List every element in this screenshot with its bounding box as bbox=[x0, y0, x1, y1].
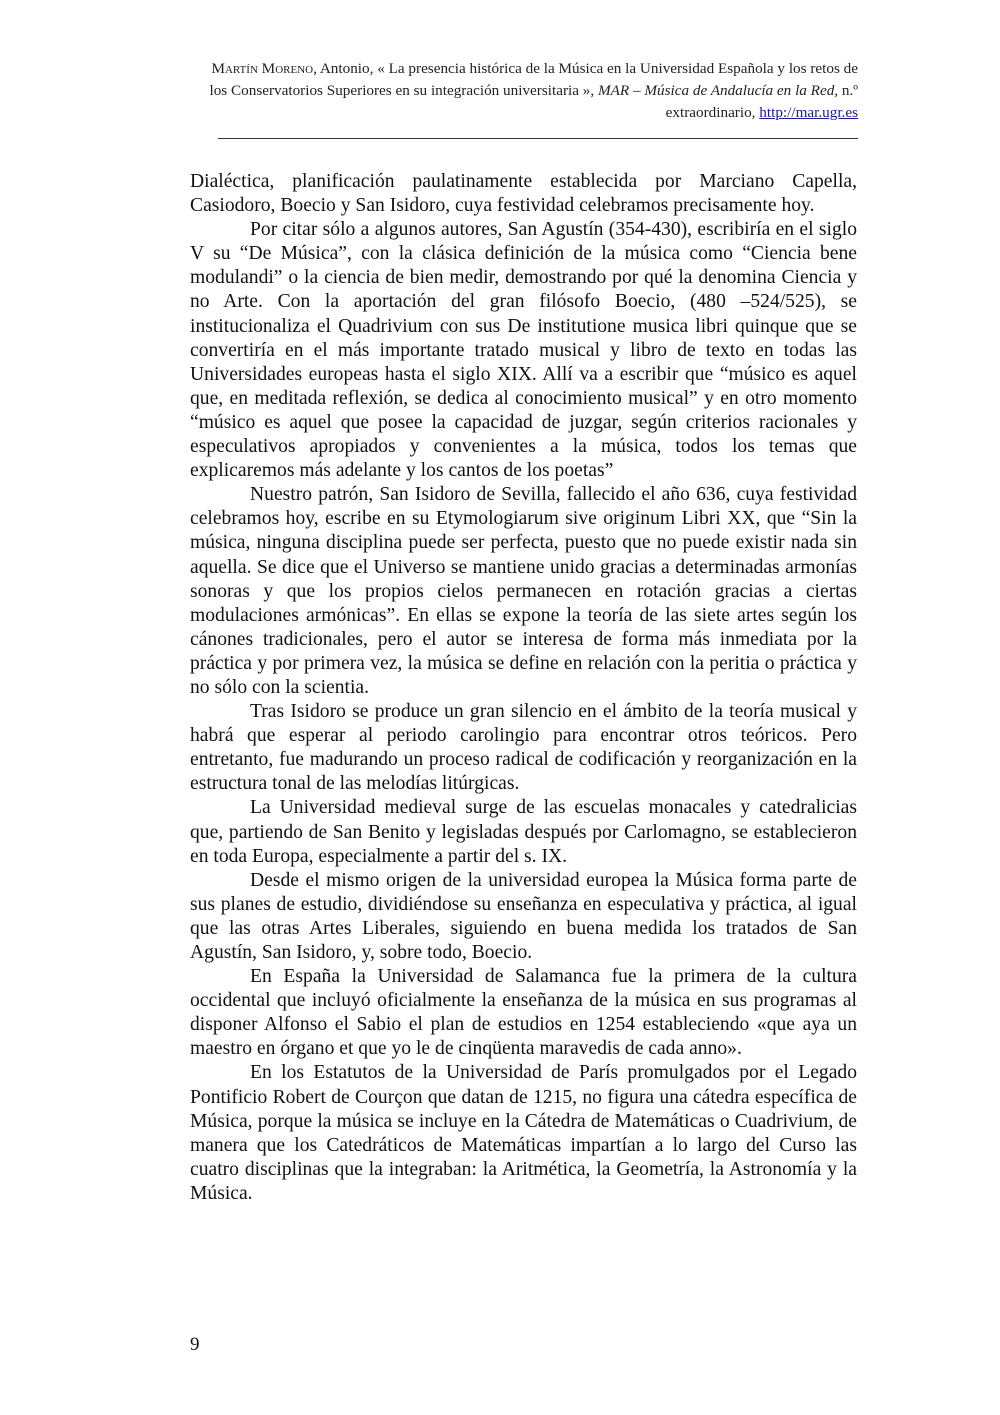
header-rule bbox=[218, 138, 858, 139]
header-citation: , Antonio, « La presencia histórica de la Música en la Universidad Española y los retos de los Conservatorios Superiores en su integración universitaria », bbox=[209, 60, 858, 99]
page-number: 9 bbox=[190, 1334, 200, 1355]
header-issue: n.º extraordinario, bbox=[665, 82, 858, 121]
body-text bbox=[190, 170, 857, 1206]
paragraph: Nuestro patrón, San Isidoro de Sevilla, fallecido el año 636, cuya festividad celebramos hoy, escribe en su Etymologiarum sive originum Libri XX, que “Sin la música, ninguna disciplina puede ser perfecta, puesto que no puede existir nada sin aquella. Se dice que el Universo se mantiene unido gracias a determinadas armonías sonoras y que los propios cielos permanecen en rotación gracias a ciertas modulaciones armónicas”. En ellas se expone la teoría de las siete artes según los cánones tradicionales, pero el autor se interesa de forma más inmediata por la práctica y por primera vez, la música se define en relación con la peritia o práctica y no sólo con la scientia. bbox=[190, 484, 857, 698]
running-header bbox=[205, 58, 858, 124]
header-author-surname: Martín Moreno bbox=[211, 60, 314, 77]
paragraph: Desde el mismo origen de la universidad europea la Música forma parte de sus planes de estudio, dividiéndose su enseñanza en especulativa y práctica, al igual que las otras Artes Liberales, siguiendo en buena medida los tratados de San Agustín, San Isidoro, y, sobre todo, Boecio. bbox=[190, 869, 857, 963]
header-journal: MAR – Música de Andalucía en la Red, bbox=[597, 82, 839, 99]
paragraph: La Universidad medieval surge de las escuelas monacales y catedralicias que, partiendo de San Benito y legisladas después por Carlomagno, se establecieron en toda Europa, especialmente a partir del s. IX. bbox=[190, 797, 857, 867]
paragraph: Tras Isidoro se produce un gran silencio en el ámbito de la teoría musical y habrá que esperar al periodo carolingio para encontrar otros teóricos. Pero entretanto, fue madurando un proceso radical de codificación y reorganización en la estructura tonal de las melodías litúrgicas. bbox=[190, 701, 857, 795]
paragraph: En España la Universidad de Salamanca fue la primera de la cultura occidental que incluyó oficialmente la enseñanza de la música en sus programas al disponer Alfonso el Sabio el plan de estudios en 1254 estableciendo «que aya un maestro en órgano et que yo le de cinqüenta maravedis de cada anno». bbox=[190, 966, 857, 1060]
paragraph: En los Estatutos de la Universidad de París promulgados por el Legado Pontificio Robert de Courçon que datan de 1215, no figura una cátedra específica de Música, porque la música se incluye en la Cátedra de Matemáticas o Cuadrivium, de manera que los Catedráticos de Matemáticas impartían a lo largo del Curso las cuatro disciplinas que la integraban: la Aritmética, la Geometría, la Astronomía y la Música. bbox=[190, 1062, 857, 1204]
paragraph: Dialéctica, planificación paulatinamente establecida por Marciano Capella, Casiodoro, Boecio y San Isidoro, cuya festividad celebramos precisamente hoy. bbox=[190, 171, 857, 217]
header-link[interactable]: http://mar.ugr.es bbox=[759, 104, 858, 121]
paragraph: Por citar sólo a algunos autores, San Agustín (354-430), escribiría en el siglo V su “De Música”, con la clásica definición de la música como “Ciencia bene modulandi” o la ciencia de bien medir, demostrando por qué la denomina Ciencia y no Arte. Con la aportación del gran filósofo Boecio, (480 –524/525), se institucionaliza el Quadrivium con sus De institutione musica libri quinque que se convertiría en el más importante tratado musical y libro de texto en todas las Universidades europeas hasta el siglo XIX. Allí va a escribir que “músico es aquel que, en meditada reflexión, se dedica al conocimiento musical” y en otro momento “músico es aquel que posee la capacidad de juzgar, según criterios racionales y especulativos apropiados y convenientes a la música, todos los temas que explicaremos más adelante y los cantos de los poetas” bbox=[190, 219, 857, 482]
